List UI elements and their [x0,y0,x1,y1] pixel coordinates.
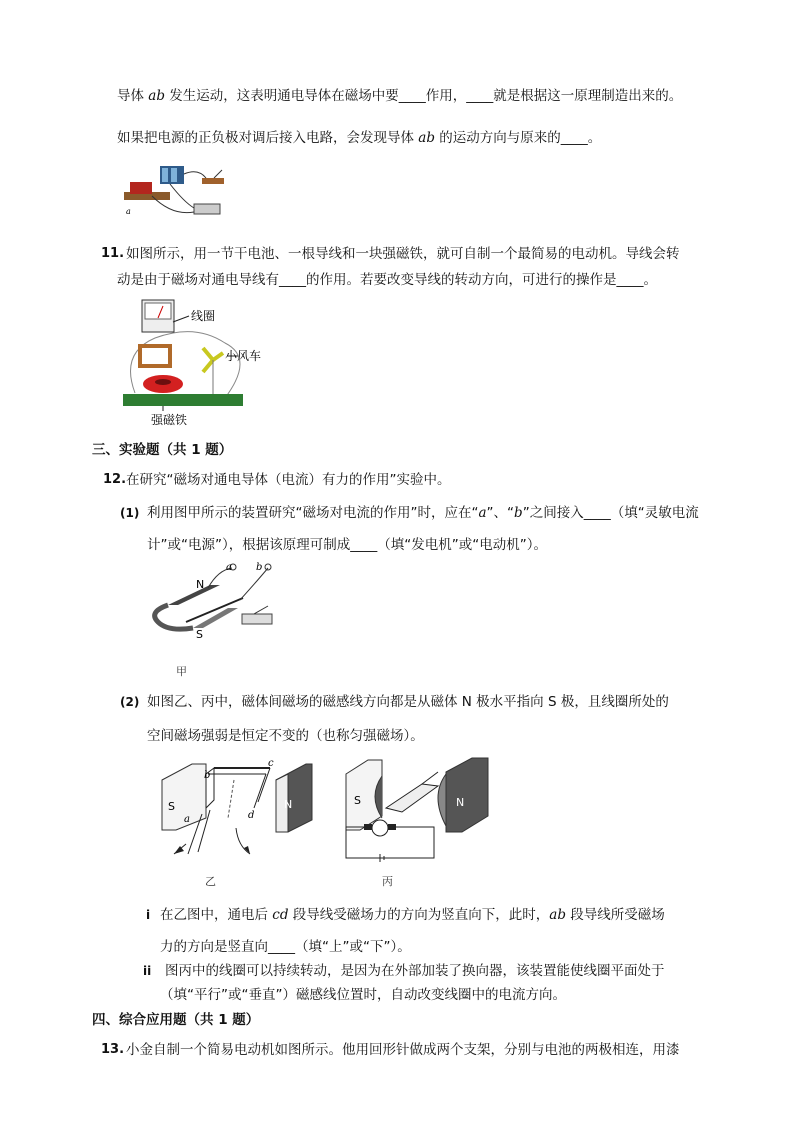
label-a: a [226,562,232,573]
magnet-n-bing [446,758,488,832]
q12-part1-number: (1) [120,506,140,520]
label-s: S [196,628,203,641]
q10-line-2: 如果把电源的正负极对调后接入电路，会发现导体 ab 的运动方向与原来的____。 [117,130,602,146]
label-d: d [248,810,255,821]
label-s: S [168,800,175,813]
rheostat [194,204,220,214]
green-board [123,394,243,406]
figure-yi [158,758,318,868]
label-s: S [354,794,361,807]
label-magnet: 强磁铁 [151,413,188,427]
caption-bing: 丙 [382,875,393,888]
q12-sub-i-line-1: 在乙图中，通电后 cd 段导线受磁场力的方向为竖直向下，此时，ab 段导线所受磁场 [160,907,665,923]
label-coil: 线圈 [191,309,216,323]
label-n: N [196,578,205,591]
label-a: a [184,814,190,825]
commutator [372,820,388,836]
figure-bing [342,756,497,866]
coil [140,346,170,366]
q12-sub-ii-line-2: （填“平行”或“垂直”）磁感线位置时，自动改变线圈中的电流方向。 [160,987,566,1003]
q10-line-1: 导体 ab 发生运动，这表明通电导体在磁场中要____作用，____就是根据这一原理制造出来的。 [117,88,683,104]
q12-stem: 在研究“磁场对通电导体（电流）有力的作用”实验中。 [126,472,451,488]
q11-number: 11. [101,246,125,261]
coil-bing [386,784,438,812]
q11-motor-figure [115,298,275,428]
q12-part2-number: (2) [120,695,140,709]
label-c: c [268,758,274,769]
q12-part2-line-1: 如图乙、丙中，磁体间磁场的磁感线方向都是从磁体 N 极水平指向 S 极，且线圈所处的 [147,694,669,710]
section-3-heading: 三、实验题（共 1 题） [92,442,233,458]
q13-number: 13. [101,1042,125,1057]
q12-part1-line-2: 计”或“电源”），根据该原理可制成____（填“发电机”或“电动机”）。 [147,537,547,553]
u-magnet-jia [155,605,193,629]
q10-apparatus-figure [122,162,232,220]
q11-line-1: 如图所示，用一节干电池、一根导线和一块强磁铁，就可自制一个最简易的电动机。导线会转 [126,246,680,262]
label-n: N [284,798,293,811]
label-b: b [204,770,211,781]
label-a: a [126,207,131,216]
label-n: N [456,796,465,809]
switch-jia [242,614,272,624]
q12-sub-i-line-2: 力的方向是竖直向____（填“上”或“下”）。 [160,939,411,955]
label-windmill: 小风车 [225,349,262,363]
section-4-heading: 四、综合应用题（共 1 题） [92,1012,260,1028]
q11-line-2: 动是由于磁场对通电导线有____的作用。若要改变导线的转动方向，可进行的操作是____。 [117,272,657,288]
caption-jia: 甲 [176,665,187,678]
u-magnet [130,182,152,194]
caption-yi: 乙 [205,875,216,888]
q12-sub-ii-line-1: 图丙中的线圈可以持续转动，是因为在外部加装了换向器，该装置能使线圈平面处于 [165,963,665,979]
q12-sub-i-number: i [146,908,151,922]
q12-number: 12. [103,472,127,487]
q12-sub-ii-number: ii [143,964,152,978]
switch [202,178,224,184]
q12-part2-line-2: 空间磁场强弱是恒定不变的（也称匀强磁场）。 [147,728,424,744]
label-b: b [256,562,263,573]
q12-part1-line-1: 利用图甲所示的装置研究“磁场对电流的作用”时，应在“a”、“b”之间接入____（填“灵敏电流 [147,505,699,521]
q13-line-1: 小金自制一个简易电动机如图所示。他用回形针做成两个支架，分别与电池的两极相连，用漆 [126,1042,680,1058]
figure-jia [148,560,288,660]
